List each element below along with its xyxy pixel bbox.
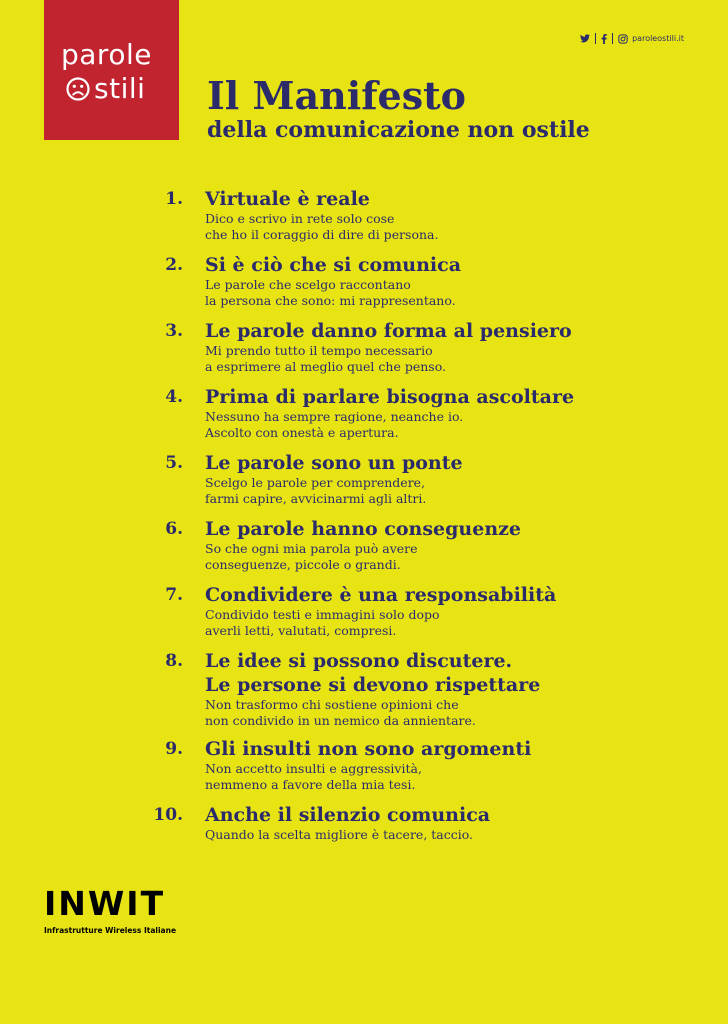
item-text: Non accetto insulti e aggressività, nemmeno a favore della mia tesi.: [205, 761, 422, 792]
item-number: 4.: [165, 387, 183, 407]
item-text: Le parole che scelgo raccontano la persona che sono: mi rappresentano.: [205, 277, 456, 308]
item-number: 9.: [165, 739, 183, 759]
item-number: 8.: [165, 651, 183, 671]
item-number: 2.: [165, 255, 183, 275]
item-title: Le parole hanno conseguenze: [205, 518, 522, 540]
item-number: 3.: [165, 321, 183, 341]
item-title: Si è ciò che si comunica: [205, 254, 462, 276]
item-title: Le parole sono un ponte: [205, 452, 463, 474]
page-subtitle: della comunicazione non ostile: [207, 117, 590, 143]
divider: [612, 33, 613, 44]
item-text: Non trasformo chi sostiene opinioni che non condivido in un nemico da annientare.: [205, 697, 476, 728]
brand-tagline: Infrastrutture Wireless Italiane: [44, 926, 177, 935]
item-title: Prima di parlare bisogna ascoltare: [205, 386, 575, 408]
page-title: Il Manifesto: [207, 73, 467, 118]
item-number: 6.: [165, 519, 183, 539]
frown-face-icon: [66, 77, 90, 101]
facebook-icon[interactable]: [601, 34, 607, 44]
item-text: Nessuno ha sempre ragione, neanche io. Ascolto con onestà e apertura.: [205, 409, 464, 440]
item-title: Condividere è una responsabilità: [205, 584, 557, 606]
item-number: 1.: [165, 189, 183, 209]
divider: [595, 33, 596, 44]
item-text: So che ogni mia parola può avere conseguenze, piccole o grandi.: [205, 541, 418, 572]
item-text: Condivido testi e immagini solo dopo averli letti, valutati, compresi.: [205, 607, 440, 638]
logo-word-parole: parole: [61, 38, 152, 71]
item-title: Gli insulti non sono argomenti: [205, 738, 532, 760]
item-text: Dico e scrivo in rete solo cose che ho il coraggio di dire di persona.: [205, 211, 439, 242]
item-number: 7.: [165, 585, 183, 605]
item-text: Quando la scelta migliore è tacere, taccio.: [205, 827, 474, 842]
item-text: Mi prendo tutto il tempo necessario a esprimere al meglio quel che penso.: [205, 343, 446, 374]
item-number: 5.: [165, 453, 183, 473]
item-title: Le parole danno forma al pensiero: [205, 320, 572, 342]
brand-name: INWIT: [44, 884, 166, 923]
item-title: Virtuale è reale: [205, 188, 370, 210]
logo-word-stili: stili: [94, 72, 146, 105]
item-title: Le idee si possono discutere. Le persone si devono rispettare: [205, 650, 541, 696]
twitter-icon[interactable]: [580, 34, 590, 43]
item-text: Scelgo le parole per comprendere, farmi capire, avvicinarmi agli altri.: [205, 475, 427, 506]
item-number: 10.: [153, 805, 183, 825]
website-link[interactable]: paroleostili.it: [632, 34, 684, 43]
social-links: [580, 33, 684, 44]
instagram-icon[interactable]: [618, 34, 628, 44]
inwit-logo: [44, 884, 176, 936]
item-title: Anche il silenzio comunica: [205, 804, 491, 826]
parole-ostili-logo: [44, 0, 179, 140]
